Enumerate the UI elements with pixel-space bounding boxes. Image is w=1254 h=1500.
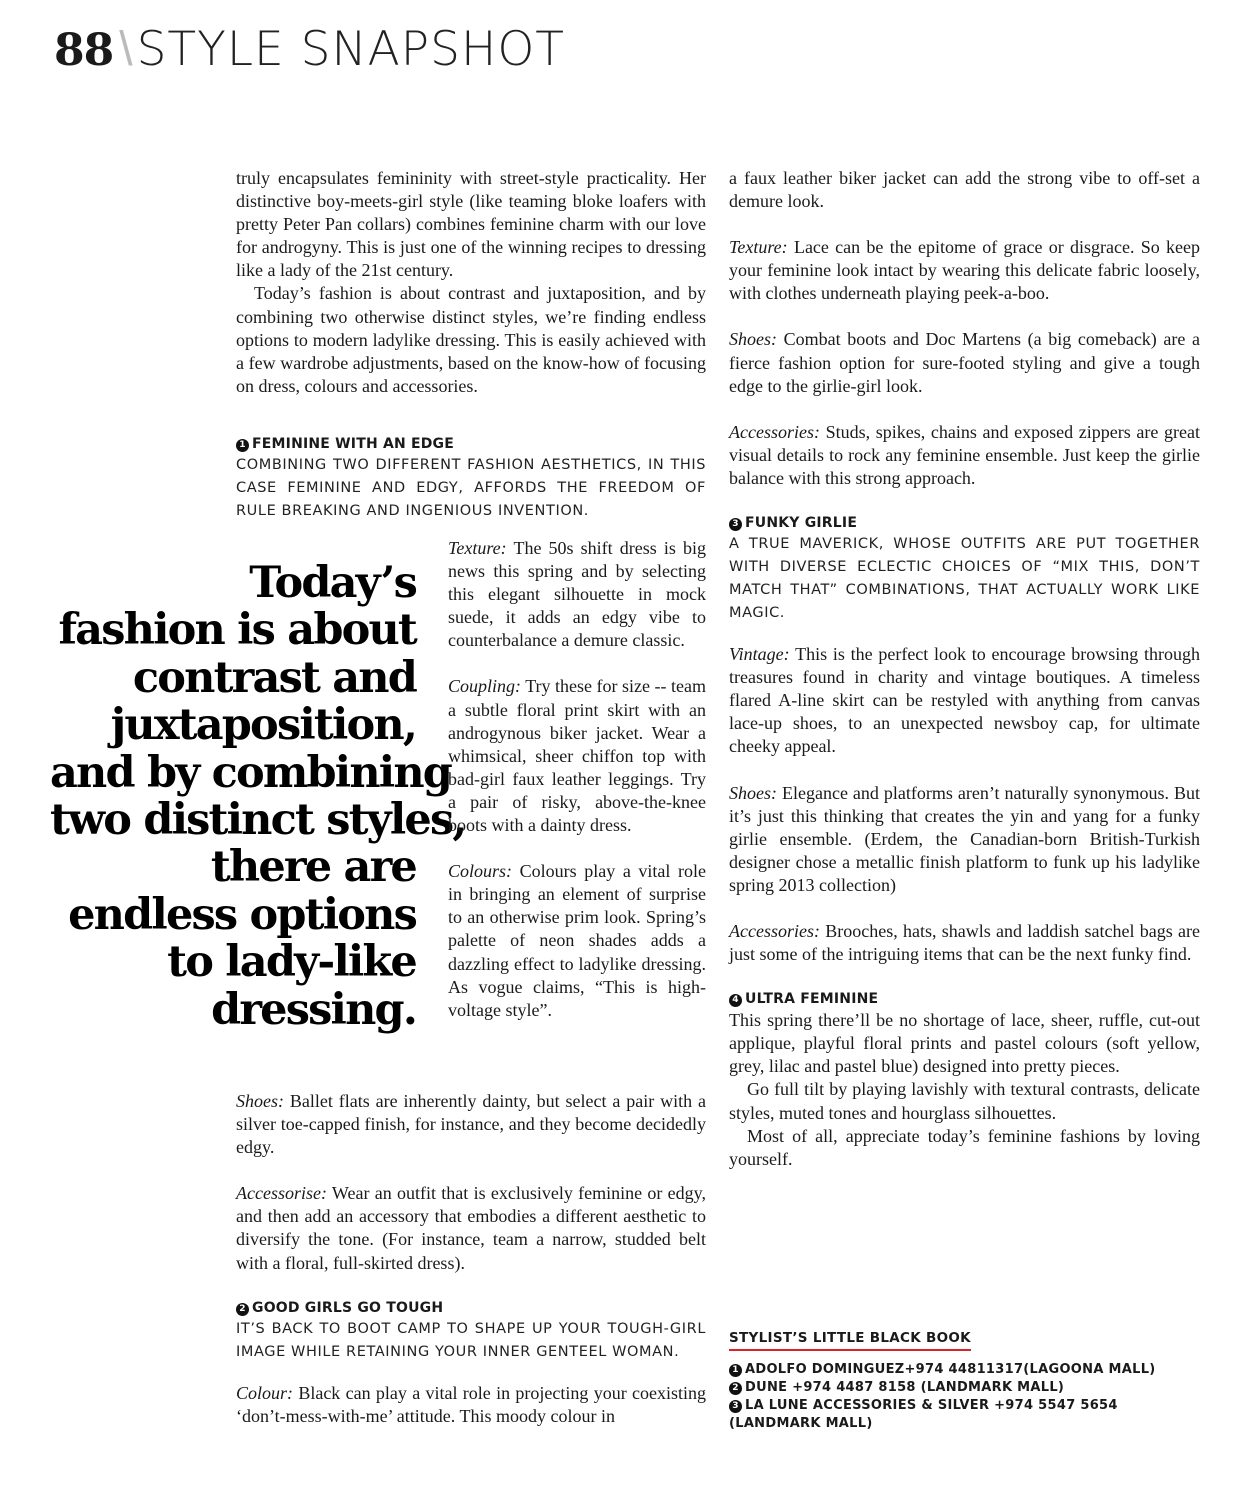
- pull-quote-line: Today’s: [249, 558, 416, 608]
- section-heading-2: 2 GOOD GIRLS GO TOUGH: [236, 1298, 706, 1318]
- pull-quote-line: juxtaposition,: [110, 700, 416, 751]
- vintage-paragraph: Vintage: This is the perfect look to encourage browsing through treasures found in charity and vintage boutiques. A timeless flared A-line skirt can be restyled with anything from canvas lace-up shoes, to an unexpected newsboy cap, for ultimate cheeky appeal.: [729, 644, 1200, 757]
- pull-quote-line: and by combining: [50, 747, 452, 798]
- colours-paragraph: Colours: Colours play a vital role in bringing an element of surprise to an otherwise prim look. Spring’s palette of neon shades adds a dazzling effect to ladylike dressing. As vogue claims, “This is high-voltage style”.: [448, 861, 706, 1020]
- section-lead-1: COMBINING TWO DIFFERENT FASHION AESTHETICS, IN THIS CASE FEMININE AND EDGY, AFFORDS THE FREEDOM OF RULE BREAKING AND INGENIOUS INVENTION.: [236, 456, 706, 519]
- narrow-column: [448, 537, 706, 1022]
- pull-quote-line: there are: [210, 842, 416, 893]
- black-book-item: 3 LA LUNE ACCESSORIES & SILVER +974 5547 5654 (LANDMARK MALL): [729, 1398, 1118, 1431]
- page-header: [54, 22, 565, 82]
- column-1-top: [236, 167, 706, 523]
- pull-quote-line: to lady-like: [167, 937, 416, 988]
- intro-paragraph: truly encapsulates femininity with street-style practicality. Her distinctive boy-meets-girl style (like teaming bloke loafers with pretty Peter Pan collars) combines feminine charm with our love for androgyny. This is just one of the winning recipes to dressing like a lady of the 21st century.: [236, 168, 706, 281]
- section-heading-4: 4 ULTRA FEMININE: [729, 989, 1200, 1009]
- lace-paragraph: Texture: Lace can be the epitome of grace or disgrace. So keep your feminine look intact by wearing this delicate fabric loosely, with clothes underneath playing peek-a-boo.: [729, 237, 1200, 304]
- section-lead-2: IT’S BACK TO BOOT CAMP TO SHAPE UP YOUR TOUGH-GIRL IMAGE WHILE RETAINING YOUR INNER GENTEEL WOMAN.: [236, 1320, 706, 1360]
- column-1-bottom: [236, 1090, 706, 1428]
- black-book: [729, 1328, 1200, 1433]
- number-badge-3: 3: [729, 518, 742, 531]
- black-book-title: STYLIST’S LITTLE BLACK BOOK: [729, 1328, 971, 1351]
- black-book-item: 2 DUNE +974 4487 8158 (LANDMARK MALL): [729, 1379, 1200, 1397]
- colour-paragraph: Colour: Black can play a vital role in projecting your coexisting ‘don’t-mess-with-me’ attitude. This moody colour in: [236, 1382, 706, 1426]
- combat-boots-paragraph: Shoes: Combat boots and Doc Martens (a big comeback) are a fierce fashion option for sure-footed styling and give a tough edge to the girlie-girl look.: [729, 329, 1200, 396]
- number-badge-4: 4: [729, 994, 742, 1007]
- page-number: 88: [54, 25, 114, 76]
- ultra-feminine-paragraph-2: Go full tilt by playing lavishly with textural contrasts, delicate styles, muted tones and hourglass silhouettes.: [729, 1079, 1200, 1123]
- pull-quote: [50, 558, 466, 1035]
- continued-paragraph: a faux leather biker jacket can add the strong vibe to off-set a demure look.: [729, 168, 1200, 212]
- intro-paragraph-2: Today’s fashion is about contrast and juxtaposition, and by combining two otherwise distinct styles, we’re finding endless options to modern ladylike dressing. This is easily achieved with a few wardrobe adjustments, based on the know-how of focusing on dress, colours and accessories.: [236, 283, 706, 396]
- pull-quote-line: fashion is about: [58, 605, 416, 656]
- number-badge-2: 2: [236, 1303, 249, 1316]
- studs-paragraph: Accessories: Studs, spikes, chains and exposed zippers are great visual details to rock any feminine ensemble. Just keep the girlie balance with this strong approach.: [729, 421, 1200, 488]
- brooches-paragraph: Accessories: Brooches, hats, shawls and laddish satchel bags are just some of the intriguing items that can be the next funky find.: [729, 920, 1200, 965]
- section-lead-3: A TRUE MAVERICK, WHOSE OUTFITS ARE PUT TOGETHER WITH DIVERSE ECLECTIC CHOICES OF “MIX THIS, DON’T MATCH THAT” COMBINATIONS, THAT ACTUALLY WORK LIKE MAGIC.: [729, 536, 1200, 622]
- pull-quote-line: two distinct styles,: [50, 795, 466, 846]
- black-book-item: 1 ADOLFO DOMINGUEZ+974 44811317(LAGOONA MALL): [729, 1361, 1200, 1379]
- texture-paragraph: Texture: The 50s shift dress is big news this spring and by selecting this elegant silhouette in mock suede, it adds an edgy vibe to counterbalance a demure classic.: [448, 538, 706, 651]
- platforms-paragraph: Shoes: Elegance and platforms aren’t naturally synonymous. But it’s just this thinking that creates the yin and yang for a funky girlie ensemble. (Erdem, the Canadian-born British-Turkish designer chose a metallic finish platform to funk up his ladylike spring 2013 collection): [729, 782, 1200, 895]
- ultra-feminine-paragraph-3: Most of all, appreciate today’s feminine fashions by loving yourself.: [729, 1125, 1200, 1169]
- section-heading-1: 1 FEMININE WITH AN EDGE: [236, 434, 706, 454]
- column-2: [729, 167, 1200, 1171]
- pull-quote-line: contrast and: [132, 652, 416, 703]
- header-divider: \: [119, 23, 133, 76]
- coupling-paragraph: Coupling: Try these for size -- team a subtle floral print skirt with an androgynous biker jacket. Wear a whimsical, sheer chiffon top with bad-girl faux leather leggings. Try a pair of risky, above-the-knee boots with a dainty dress.: [448, 676, 706, 836]
- section-heading-3: 3 FUNKY GIRLIE: [729, 513, 1200, 533]
- section-title: STYLE SNAPSHOT: [136, 22, 566, 77]
- accessorise-paragraph: Accessorise: Wear an outfit that is exclusively feminine or edgy, and then add an accessory that embodies a different aesthetic to diversify the tone. (For instance, team a narrow, studded belt with a floral, full-skirted dress).: [236, 1183, 706, 1273]
- shoes-paragraph: Shoes: Ballet flats are inherently dainty, but select a pair with a silver toe-capped finish, for instance, and they become decidedly edgy.: [236, 1091, 706, 1158]
- ultra-feminine-paragraph-1: This spring there’ll be no shortage of lace, sheer, ruffle, cut-out applique, playful floral prints and pastel colours (soft yellow, grey, lilac and pastel blue) designed into pretty pieces.: [729, 1010, 1200, 1077]
- pull-quote-line: endless options: [68, 889, 416, 940]
- pull-quote-line: dressing.: [211, 984, 416, 1035]
- number-badge-1: 1: [236, 439, 249, 452]
